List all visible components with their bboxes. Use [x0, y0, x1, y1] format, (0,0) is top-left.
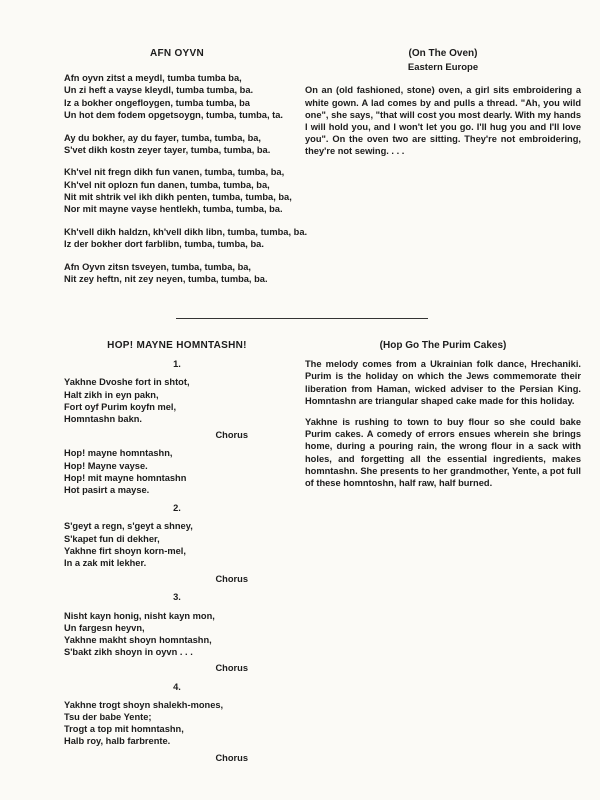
- verse-number: 3.: [173, 592, 181, 603]
- song2-title: HOP! MAYNE HOMNTASHN!: [107, 340, 247, 351]
- song2-verse-3: [64, 610, 290, 659]
- song1-title: AFN OYVN: [149, 48, 205, 59]
- song1-stanza-3: [64, 166, 290, 215]
- lyric-line: Hop! mayne homntashn,: [64, 448, 173, 459]
- song2-translation: [305, 340, 581, 498]
- song1-description: On an (old fashioned, stone) oven, a girl sits embroidering a white gown. A lad comes by and pulls a thread. "Ah, you wild one", she says, "that will cost you most dearly. With my hands I will hold you, and I won't let you go. I'll hug you and I'll love you". On the oven two are sitting. They're not embroidering, they're not sewing. . . .: [305, 85, 581, 157]
- song2-chorus: [64, 447, 290, 496]
- verse-number: 4.: [173, 681, 181, 692]
- lyric-line: Trogt a top mit homntashn,: [64, 724, 184, 735]
- song2-description-1: The melody comes from a Ukrainian folk dance, Hrechaniki. Purim is the holiday on which the Jews commemorate their liberation from Haman, wicked adviser to the Persian King. Homntashn are triangular shaped cake made for this holiday.: [305, 359, 581, 406]
- chorus-label: Chorus: [215, 663, 248, 674]
- lyric-line: Yakhne makht shoyn homntashn,: [64, 635, 212, 646]
- lyric-line: In a zak mit lekher.: [64, 558, 147, 569]
- song2-translation-title: (Hop Go The Purim Cakes): [379, 340, 507, 351]
- lyric-line: Hot pasirt a mayse.: [64, 485, 150, 496]
- lyric-line: Yakhne firt shoyn korn-mel,: [64, 545, 186, 556]
- song2-description-2: Yakhne is rushing to town to buy flour so she could bake Purim cakes. A comedy of errors ensues wherein she brings home, during a pouring rain, the wrong flour in a sack with holes, and forgetting all the essential ingredients, makes homntashn. She presents to her grandmother, Yente, a pot full of these homntoshn, half raw, half burned.: [305, 417, 581, 489]
- lyric-line: Kh'vel nit fregn dikh fun vanen, tumba, tumba, ba,: [64, 167, 285, 178]
- lyric-line: Tsu der babe Yente;: [64, 712, 152, 723]
- song1-stanza-2: [64, 132, 290, 156]
- lyric-line: Ay du bokher, ay du fayer, tumba, tumba, ba,: [64, 132, 262, 143]
- song1-translation-title: (On The Oven): [408, 48, 478, 59]
- lyric-line: Yakhne Dvoshe fort in shtot,: [64, 377, 190, 388]
- lyric-line: Iz a bokher ongefloygen, tumba tumba, ba: [64, 97, 250, 108]
- song2-lyrics: [64, 340, 290, 770]
- lyric-line: S'bakt zikh shoyn in oyvn . . .: [64, 647, 193, 658]
- song2-verse-1: [64, 376, 290, 425]
- song1-stanza-4: [64, 226, 308, 250]
- lyric-line: Homntashn bakn.: [64, 414, 142, 425]
- lyric-line: S'geyt a regn, s'geyt a shney,: [64, 521, 193, 532]
- lyric-line: Yakhne trogt shoyn shalekh-mones,: [64, 699, 224, 710]
- lyric-line: S'kapet fun di dekher,: [64, 533, 160, 544]
- lyric-line: Hop! mit mayne homntashn: [64, 472, 187, 483]
- lyric-line: Hop! Mayne vayse.: [64, 460, 148, 471]
- chorus-label: Chorus: [215, 574, 248, 585]
- lyric-line: Nit mit shtrik vel ikh dikh penten, tumba, tumba, ba,: [64, 191, 292, 202]
- chorus-label: Chorus: [215, 752, 248, 763]
- verse-number: 1.: [173, 359, 181, 370]
- song1-stanza-5: [64, 261, 290, 285]
- lyric-line: Iz der bokher dort farblibn, tumba, tumba, ba.: [64, 238, 264, 249]
- lyric-line: Nisht kayn honig, nisht kayn mon,: [64, 610, 215, 621]
- song2-verse-2: [64, 520, 290, 569]
- song1-lyrics: [64, 48, 308, 296]
- song1-translation: [305, 48, 581, 167]
- chorus-label: Chorus: [215, 430, 248, 441]
- lyric-line: Afn Oyvn zitsn tsveyen, tumba, tumba, ba,: [64, 261, 252, 272]
- lyric-line: Afn oyvn zitst a meydl, tumba tumba ba,: [64, 73, 242, 84]
- lyric-line: S'vet dikh kostn zeyer tayer, tumba, tumba, ba.: [64, 144, 271, 155]
- verse-number: 2.: [173, 503, 181, 514]
- lyric-line: Un hot dem fodem opgetsoygn, tumba, tumba, ta.: [64, 109, 283, 120]
- lyric-line: Nor mit mayne vayse hentlekh, tumba, tumba, ba.: [64, 204, 283, 215]
- section-divider: [176, 318, 428, 319]
- lyric-line: Halb roy, halb farbrente.: [64, 736, 171, 747]
- lyric-line: Nit zey heftn, nit zey neyen, tumba, tumba, ba.: [64, 273, 268, 284]
- song2-verse-4: [64, 699, 290, 748]
- song1-stanza-1: [64, 72, 290, 121]
- lyric-line: Kh'vel nit oplozn fun danen, tumba, tumba, ba,: [64, 179, 270, 190]
- song1-origin: Eastern Europe: [407, 62, 479, 74]
- lyric-line: Un fargesn heyvn,: [64, 622, 145, 633]
- lyric-line: Un zi heft a vayse kleydl, tumba tumba, ba.: [64, 85, 254, 96]
- lyric-line: Kh'vell dikh haldzn, kh'vell dikh libn, tumba, tumba, ba.: [64, 226, 308, 237]
- lyric-line: Fort oyf Purim koyfn mel,: [64, 401, 177, 412]
- lyric-line: Halt zikh in eyn pakn,: [64, 389, 159, 400]
